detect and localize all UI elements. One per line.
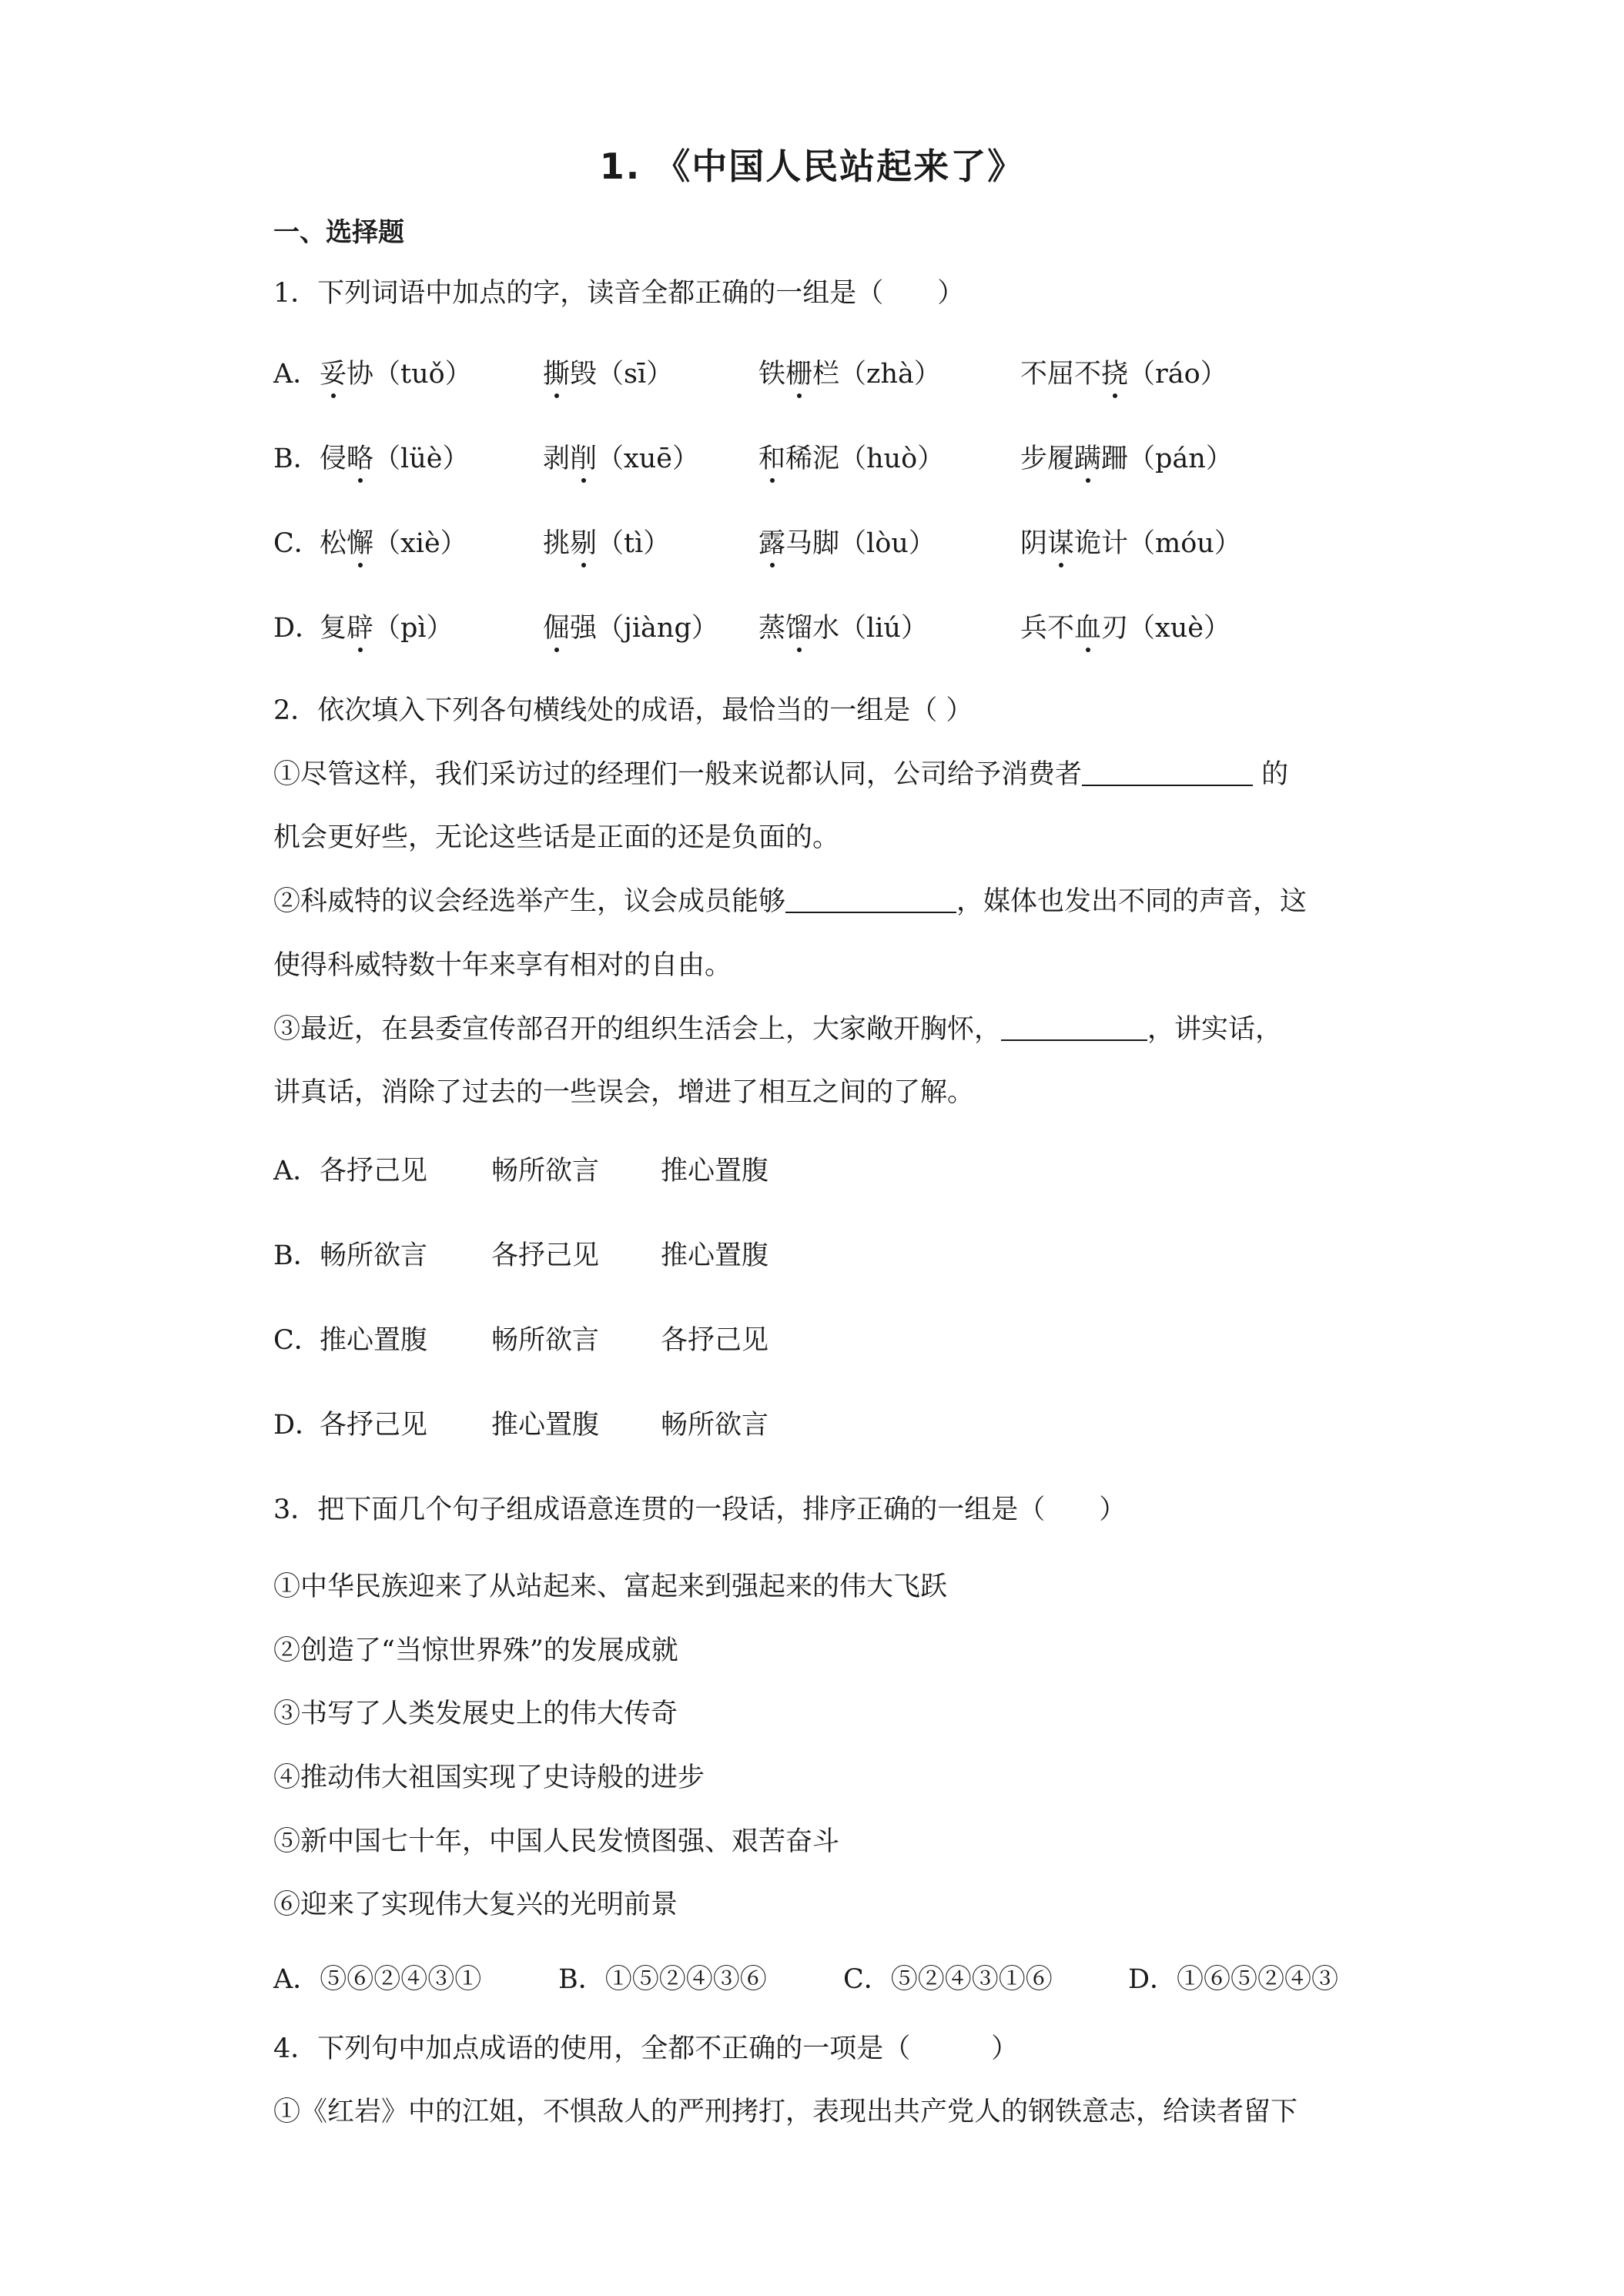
- q2-s3a-tail: ，讲实话，: [1147, 1014, 1283, 1045]
- q1-option-item: [543, 443, 699, 475]
- q1-option-item: [320, 527, 467, 560]
- q2-option-item: 推心置腹: [661, 1156, 769, 1186]
- answer-blank: [785, 889, 956, 913]
- q2-option-item: 各抒己见: [320, 1156, 428, 1186]
- q3-sentence: ⑤新中国七十年，中国人民发愤图强、艰苦奋斗: [273, 1826, 840, 1857]
- section-heading: 一、选择题: [273, 217, 404, 248]
- q2-sentence-1a: [273, 758, 1351, 791]
- q2-option-item: 推心置腹: [320, 1325, 428, 1356]
- answer-blank: [1001, 1016, 1147, 1041]
- item-text: （xuē）: [597, 443, 700, 474]
- q1-option-label: A．: [273, 359, 320, 390]
- q3-sentence: ①中华民族迎来了从站起来、富起来到强起来的伟大飞跃: [273, 1571, 948, 1602]
- q2-option-item: 畅所欲言: [661, 1410, 769, 1441]
- item-text: 步履: [1020, 443, 1075, 474]
- dotted-char: 妥: [320, 359, 347, 390]
- q3-option: C．⑤②④③①⑥: [843, 1964, 1053, 1995]
- item-text: 栏（zhà）: [812, 359, 941, 390]
- q1-option-item: [1020, 443, 1233, 475]
- dotted-char: 和: [758, 443, 786, 474]
- q2-s2a-text: ②科威特的议会经选举产生，议会成员能够: [273, 886, 786, 917]
- q2-option-item: 畅所欲言: [491, 1156, 600, 1186]
- q1-option-item: [758, 443, 944, 475]
- item-text: 兵不: [1020, 613, 1075, 644]
- q1-option-item: [320, 612, 454, 644]
- dotted-char: 血: [1074, 613, 1102, 644]
- dotted-char: 辟: [347, 613, 374, 644]
- q4-stem: 4．下列句中加点成语的使用，全都不正确的一项是（ ）: [273, 2033, 1019, 2064]
- q2-option-item: 畅所欲言: [491, 1325, 600, 1356]
- dotted-char: 蹒: [1074, 443, 1102, 474]
- q2-s1a-tail: 的: [1253, 759, 1289, 790]
- dotted-char: 谋: [1047, 528, 1075, 559]
- dotted-char: 削: [570, 443, 598, 474]
- q2-sentence-2b: 使得科威特数十年来享有相对的自由。: [273, 950, 732, 981]
- q1-option-item: [758, 358, 941, 390]
- q1-option-item: [1020, 612, 1231, 644]
- q4-sentence-1: ①《红岩》中的江姐，不惧敌人的严刑拷打，表现出共产党人的钢铁意志，给读者留下: [273, 2097, 1298, 2127]
- item-text: 刃（xuè）: [1101, 613, 1231, 644]
- dotted-char: 剔: [570, 528, 598, 559]
- item-text: 毁（sī）: [570, 359, 674, 390]
- q1-option-item: [320, 443, 469, 475]
- dotted-char: 栅: [785, 359, 813, 390]
- item-text: 复: [320, 613, 347, 644]
- item-text: 不屈不: [1020, 359, 1102, 390]
- item-text: （lüè）: [373, 443, 470, 474]
- q1-option-item: [543, 612, 718, 644]
- q1-stem: 1．下列词语中加点的字，读音全都正确的一组是（ ）: [273, 278, 965, 309]
- dotted-char: 略: [347, 443, 374, 474]
- item-text: （tì）: [597, 528, 671, 559]
- dotted-char: 懈: [347, 528, 374, 559]
- q3-stem: 3．把下面几个句子组成语意连贯的一段话，排序正确的一组是（ ）: [273, 1494, 1127, 1525]
- q3-sentence: ③书写了人类发展史上的伟大传奇: [273, 1699, 678, 1729]
- answer-blank: [1082, 761, 1253, 786]
- q2-option-label: D．: [273, 1410, 323, 1441]
- dotted-char: 撕: [543, 359, 571, 390]
- q2-s2a-tail: ，媒体也发出不同的声音，这: [956, 886, 1308, 917]
- q2-option-item: 各抒己见: [491, 1240, 600, 1271]
- q2-option-label: B．: [273, 1240, 320, 1271]
- q3-sentence: ②创造了“当惊世界殊”的发展成就: [273, 1635, 678, 1666]
- item-text: 侵: [320, 443, 347, 474]
- item-text: 挑: [543, 528, 571, 559]
- q1-option-item: [758, 527, 936, 560]
- q3-sentence: ④推动伟大祖国实现了史诗般的进步: [273, 1762, 705, 1793]
- item-text: 剥: [543, 443, 571, 474]
- q1-option-item: [1020, 358, 1227, 390]
- q2-option-label: A．: [273, 1156, 320, 1186]
- q1-option-label: D．: [273, 613, 323, 644]
- q1-option-label: B．: [273, 443, 320, 474]
- q1-option-item: [758, 612, 928, 644]
- q2-option-item: 畅所欲言: [320, 1240, 428, 1271]
- item-text: 稀泥（huò）: [785, 443, 945, 474]
- item-text: （ráo）: [1128, 359, 1227, 390]
- q2-stem: 2．依次填入下列各句横线处的成语，最恰当的一组是（ ）: [273, 695, 973, 726]
- item-text: 协（tuǒ）: [347, 359, 472, 390]
- q2-sentence-1b: 机会更好些，无论这些话是正面的还是负面的。: [273, 822, 840, 853]
- q2-option-item: 各抒己见: [320, 1410, 428, 1441]
- item-text: （xiè）: [373, 528, 467, 559]
- q1-option-item: [543, 527, 670, 560]
- q3-option: D．①⑥⑤②④③: [1128, 1964, 1339, 1995]
- q2-sentence-3b: 讲真话，消除了过去的一些误会，增进了相互之间的了解。: [273, 1077, 975, 1108]
- page-title: 1. 《中国人民站起来了》: [599, 146, 1025, 187]
- q1-option-item: [320, 358, 472, 390]
- q2-s3a-text: ③最近，在县委宣传部召开的组织生活会上，大家敞开胸怀，: [273, 1014, 1002, 1045]
- dotted-char: 倔: [543, 613, 571, 644]
- q2-sentence-3a: [273, 1013, 1351, 1046]
- q3-option: A．⑤⑥②④③①: [273, 1964, 482, 1995]
- q2-option-item: 各抒己见: [661, 1325, 769, 1356]
- q2-option-item: 推心置腹: [661, 1240, 769, 1271]
- q1-option-item: [1020, 527, 1241, 560]
- item-text: 水（liú）: [812, 613, 928, 644]
- dotted-char: 露: [758, 528, 786, 559]
- item-text: （pì）: [373, 613, 454, 644]
- q3-option: B．①⑤②④③⑥: [558, 1964, 767, 1995]
- dotted-char: 馏: [785, 613, 813, 644]
- q3-sentence: ⑥迎来了实现伟大复兴的光明前景: [273, 1889, 678, 1920]
- q2-s1a-text: ①尽管这样，我们采访过的经理们一般来说都认同，公司给予消费者: [273, 759, 1083, 790]
- q2-option-label: C．: [273, 1325, 321, 1356]
- q1-option-label: C．: [273, 528, 321, 559]
- item-text: 铁: [758, 359, 786, 390]
- item-text: 强（jiàng）: [570, 613, 718, 644]
- q2-sentence-2a: [273, 885, 1351, 918]
- item-text: 跚（pán）: [1101, 443, 1233, 474]
- q1-option-item: [543, 358, 673, 390]
- item-text: 诡计（móu）: [1074, 528, 1241, 559]
- item-text: 阴: [1020, 528, 1048, 559]
- item-text: 松: [320, 528, 347, 559]
- q2-option-item: 推心置腹: [491, 1410, 600, 1441]
- item-text: 蒸: [758, 613, 786, 644]
- item-text: 马脚（lòu）: [785, 528, 936, 559]
- dotted-char: 挠: [1101, 359, 1129, 390]
